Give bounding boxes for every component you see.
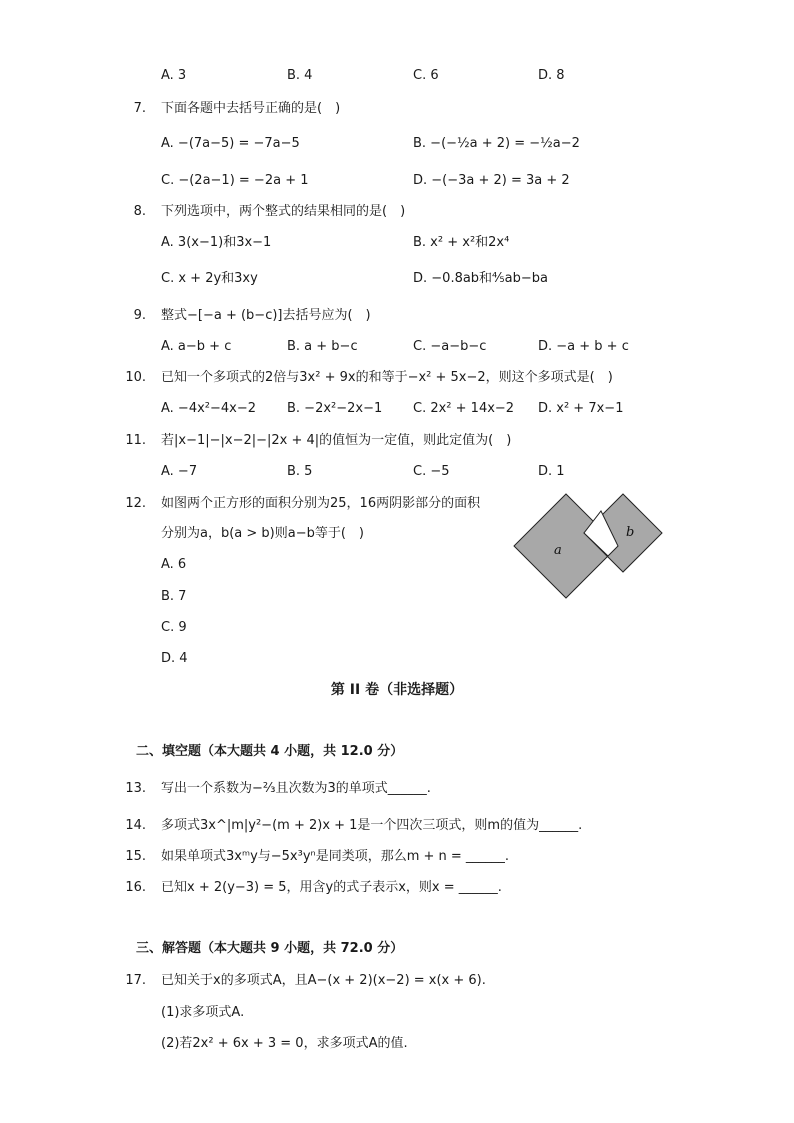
q14-number: 14. — [125, 818, 146, 833]
q6-option-b: B. 4 — [287, 68, 313, 83]
q7-stem: 下面各题中去括号正确的是( ) — [161, 101, 341, 116]
q6-option-d: D. 8 — [538, 68, 565, 83]
q8-option-d: D. −0.8ab和⅘ab−ba — [413, 271, 548, 286]
q12-stem-line2: 分别为a，b(a > b)则a−b等于( ) — [161, 526, 364, 541]
q11-option-d: D. 1 — [538, 464, 565, 479]
q10-option-b: B. −2x²−2x−1 — [287, 401, 383, 416]
two-squares-figure — [510, 490, 670, 610]
q17-number: 17. — [125, 973, 146, 988]
part2-title: 第 II 卷（非选择题） — [330, 682, 464, 698]
q10-option-a: A. −4x²−4x−2 — [161, 401, 257, 416]
q12-option-a: A. 6 — [161, 557, 187, 572]
q10-number: 10. — [125, 370, 146, 385]
q9-option-c: C. −a−b−c — [413, 339, 487, 354]
label-b: b — [626, 525, 635, 540]
q16-number: 16. — [125, 880, 146, 895]
q8-number: 8. — [133, 204, 146, 219]
q10-option-c: C. 2x² + 14x−2 — [413, 401, 515, 416]
q7-number: 7. — [133, 101, 146, 116]
q8-stem: 下列选项中，两个整式的结果相同的是( ) — [161, 204, 406, 219]
q17-stem: 已知关于x的多项式A，且A−(x + 2)(x−2) = x(x + 6). — [161, 973, 486, 988]
q9-option-a: A. a−b + c — [161, 339, 232, 354]
q9-option-b: B. a + b−c — [287, 339, 358, 354]
q11-stem: 若|x−1|−|x−2|−|2x + 4|的值恒为一定值，则此定值为( ) — [161, 433, 512, 448]
q13-text: 写出一个系数为−⅔且次数为3的单项式______. — [161, 781, 431, 796]
q9-option-d: D. −a + b + c — [538, 339, 629, 354]
q15-number: 15. — [125, 849, 146, 864]
q11-number: 11. — [125, 433, 146, 448]
answer-section-title: 三、解答题（本大题共 9 小题，共 72.0 分） — [136, 941, 404, 956]
q11-option-b: B. 5 — [287, 464, 313, 479]
q13-number: 13. — [125, 781, 146, 796]
label-a: a — [554, 543, 562, 558]
q9-stem: 整式−[−a + (b−c)]去括号应为( ) — [161, 308, 371, 323]
q17-part-2: (2)若2x² + 6x + 3 = 0，求多项式A的值. — [161, 1036, 408, 1051]
q9-number: 9. — [133, 308, 146, 323]
q11-option-c: C. −5 — [413, 464, 450, 479]
q8-option-b: B. x² + x²和2x⁴ — [413, 235, 510, 250]
q15-text: 如果单项式3xᵐy与−5x³yⁿ是同类项，那么m + n = ______. — [161, 849, 510, 864]
q6-option-c: C. 6 — [413, 68, 439, 83]
q12-stem-line1: 如图两个正方形的面积分别为25，16两阴影部分的面积 — [161, 496, 481, 511]
q6-option-a: A. 3 — [161, 68, 187, 83]
q8-option-a: A. 3(x−1)和3x−1 — [161, 235, 272, 250]
q7-option-b: B. −(−½a + 2) = −½a−2 — [413, 136, 580, 151]
q17-part-1: (1)求多项式A. — [161, 1005, 245, 1020]
q7-option-d: D. −(−3a + 2) = 3a + 2 — [413, 173, 570, 188]
q8-option-c: C. x + 2y和3xy — [161, 271, 258, 286]
q16-text: 已知x + 2(y−3) = 5，用含y的式子表示x，则x = ______. — [161, 880, 502, 895]
q14-text: 多项式3x^|m|y²−(m + 2)x + 1是一个四次三项式，则m的值为______. — [161, 818, 583, 833]
q10-option-d: D. x² + 7x−1 — [538, 401, 624, 416]
q7-option-a: A. −(7a−5) = −7a−5 — [161, 136, 300, 151]
q7-option-c: C. −(2a−1) = −2a + 1 — [161, 173, 309, 188]
q11-option-a: A. −7 — [161, 464, 198, 479]
q12-option-d: D. 4 — [161, 651, 188, 666]
q12-option-b: B. 7 — [161, 589, 187, 604]
q12-option-c: C. 9 — [161, 620, 187, 635]
q10-stem: 已知一个多项式的2倍与3x² + 9x的和等于−x² + 5x−2，则这个多项式是( ) — [161, 370, 613, 385]
q12-number: 12. — [125, 496, 146, 511]
fill-section-title: 二、填空题（本大题共 4 小题，共 12.0 分） — [136, 744, 404, 759]
